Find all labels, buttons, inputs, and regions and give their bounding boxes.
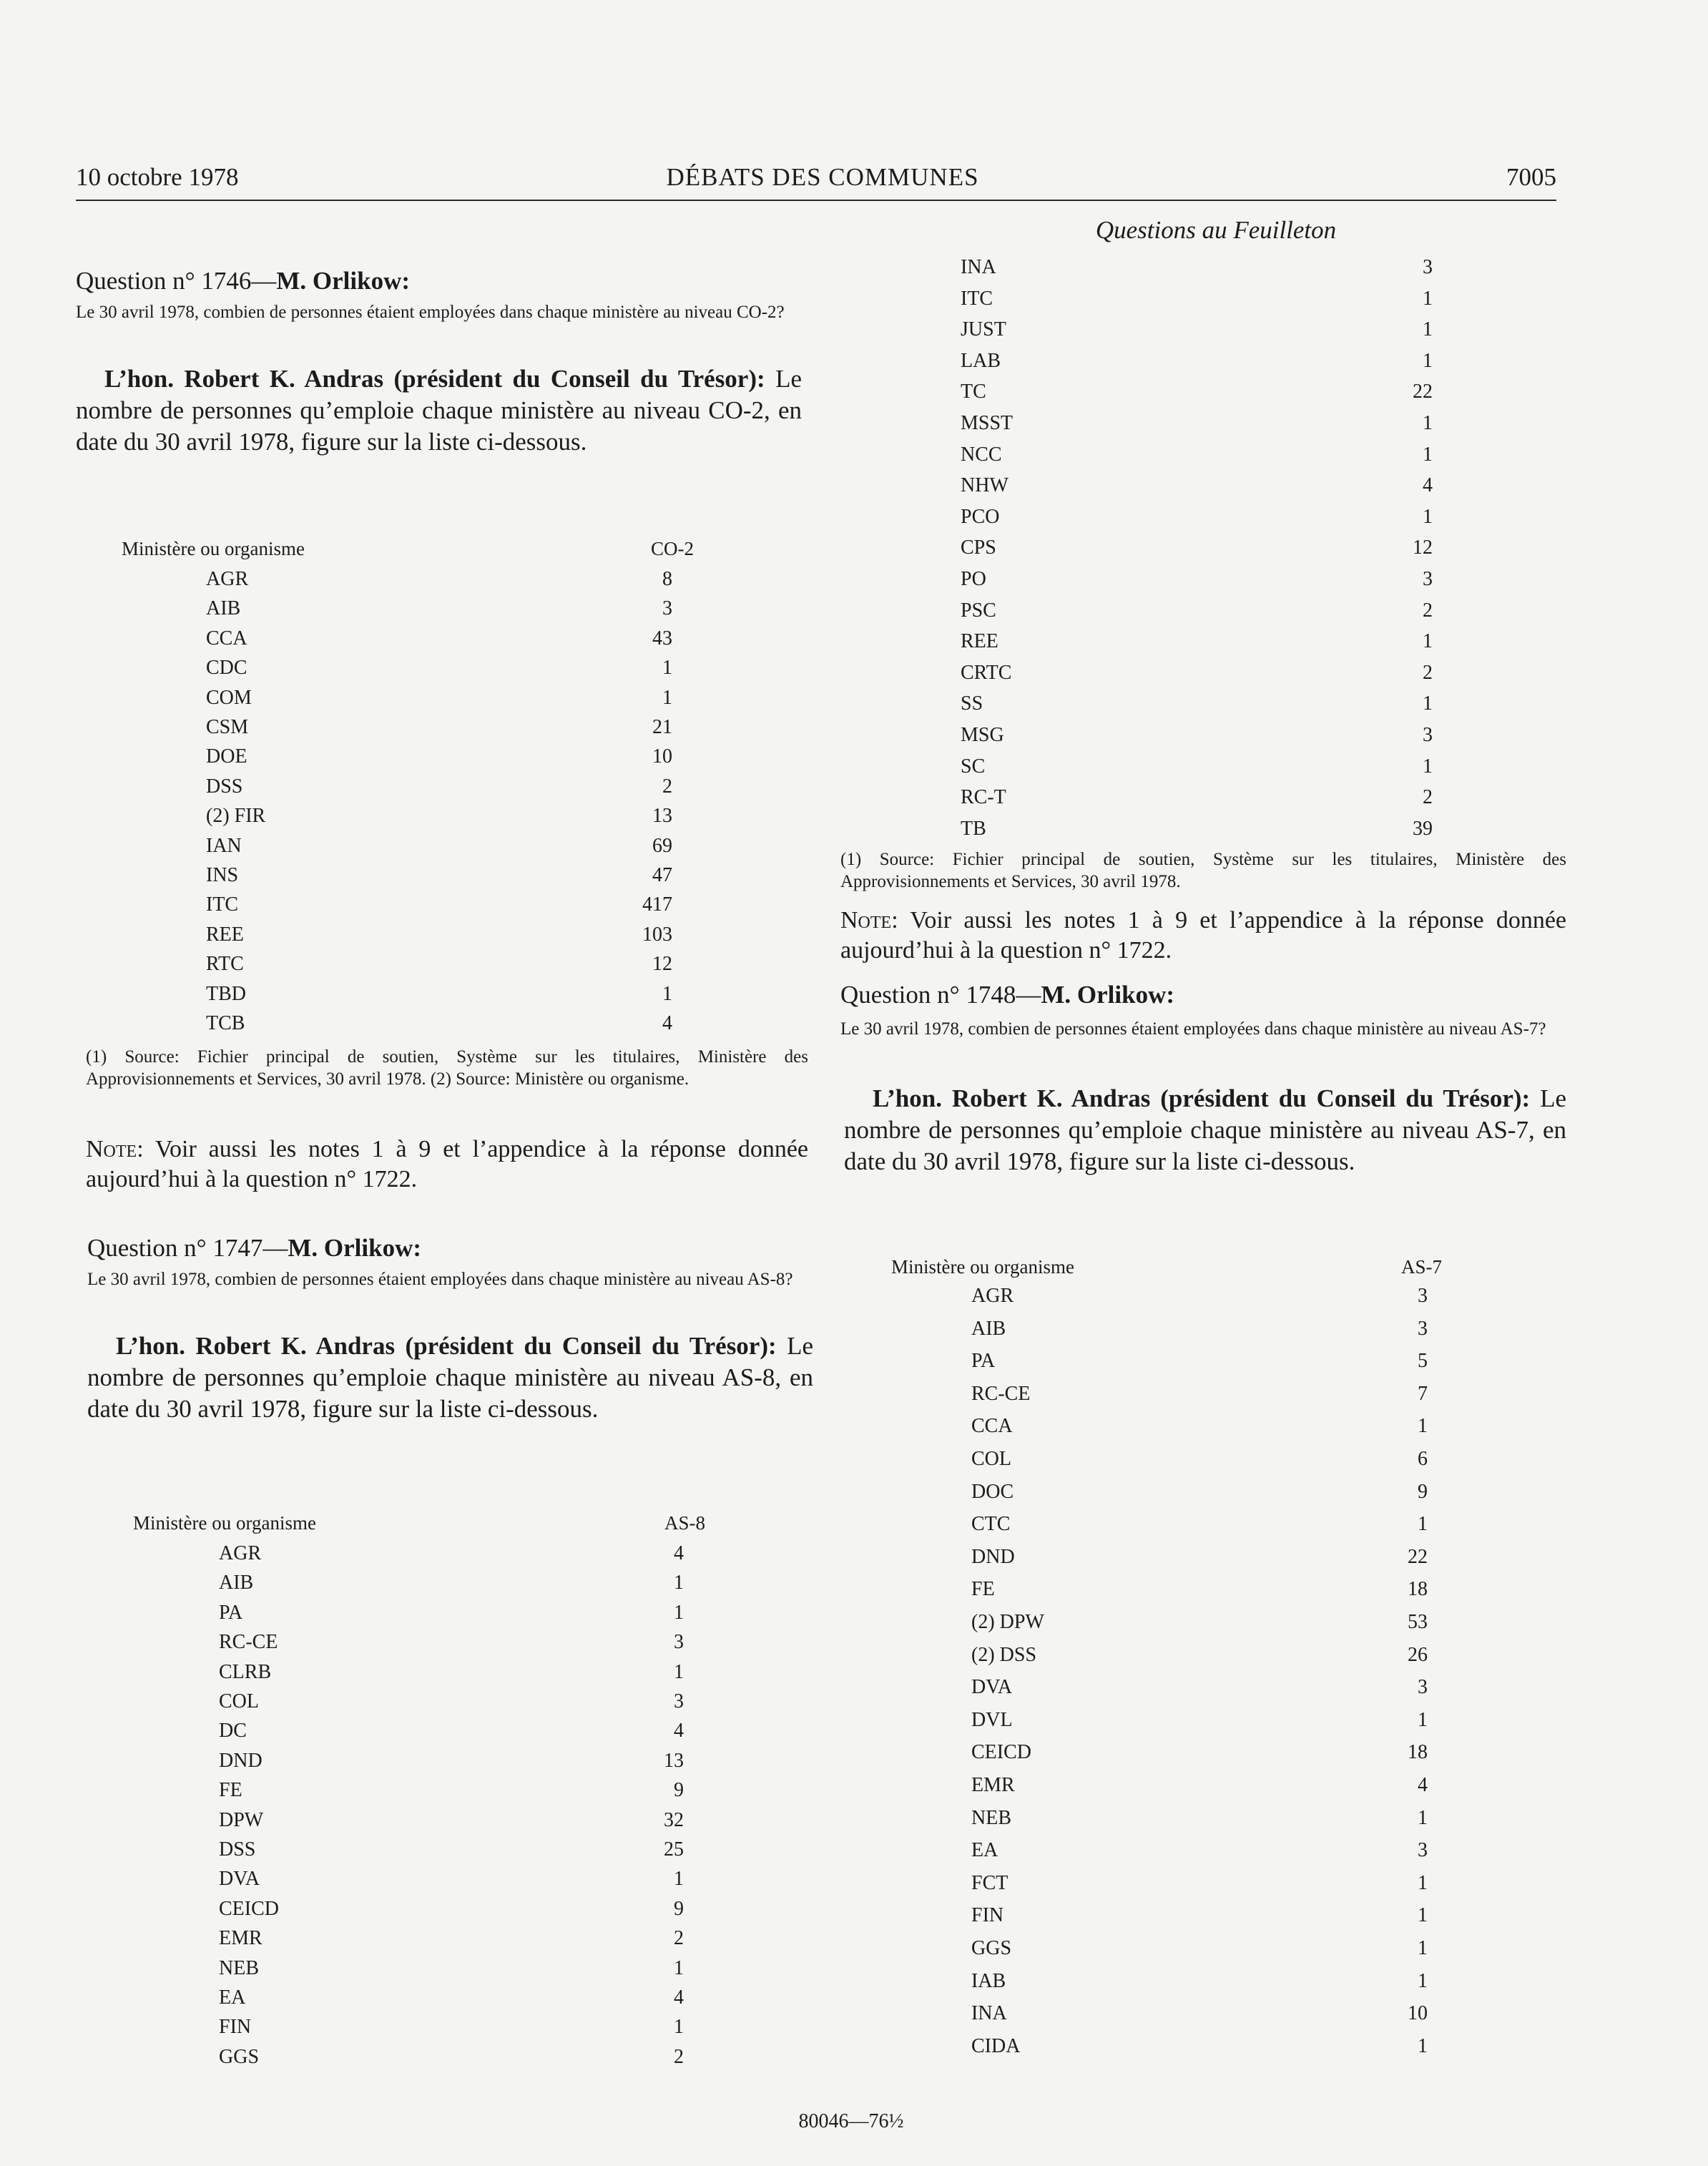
employee-count: 4 (1423, 474, 1433, 497)
employee-count: 12 (1413, 536, 1433, 559)
employee-count: 1 (1423, 412, 1433, 434)
table-row (891, 1937, 1449, 1963)
employee-count: 1 (674, 1868, 684, 1891)
employee-count: 5 (1418, 1350, 1428, 1373)
table-row (961, 755, 1433, 781)
table-row (122, 923, 694, 949)
employee-count: 25 (664, 1838, 684, 1861)
table-row (961, 474, 1433, 500)
employee-count: 2 (662, 775, 672, 798)
ministry-code: DVA (971, 1676, 1013, 1699)
table-row (891, 1774, 1449, 1800)
answer-1747 (87, 1331, 813, 1425)
employee-count: 22 (1408, 1545, 1428, 1568)
employee-count: 1 (1418, 1969, 1428, 1992)
table-header-ministry: Ministère ou organisme (122, 538, 305, 559)
ministry-code: PCO (961, 505, 1000, 528)
ministry-code: EMR (971, 1774, 1015, 1796)
ministry-code: JUST (961, 318, 1006, 341)
table-row (891, 1578, 1449, 1604)
ministry-code: AIB (219, 1572, 254, 1594)
table-row (891, 1709, 1449, 1735)
ministry-code: DSS (206, 775, 243, 798)
employee-count: 1 (1423, 443, 1433, 466)
answer-1746 (76, 363, 802, 458)
table-row (891, 1611, 1449, 1637)
ministry-code: CLRB (219, 1660, 272, 1683)
table-co2 (122, 538, 694, 1039)
table-row (122, 835, 694, 861)
question-1748-text: Le 30 avril 1978, combien de personnes étaient employées dans chaque ministère au niveau AS-7? (840, 1019, 1546, 1039)
ministry-code: AGR (971, 1285, 1014, 1307)
ministry-code: DOE (206, 745, 247, 768)
ministry-code: (2) DSS (971, 1643, 1037, 1666)
table-row (133, 2046, 705, 2072)
ministry-code: DVL (971, 1708, 1013, 1731)
note-continued (840, 906, 1566, 966)
ministry-code: FE (971, 1578, 995, 1601)
table-row (133, 1631, 705, 1657)
note-text: Voir aussi les notes 1 à 9 et l’appendice à la réponse donnée aujourd’hui à la question n° 1722. (840, 907, 1567, 964)
table-row (891, 1970, 1449, 1996)
ministry-code: CCA (971, 1415, 1013, 1438)
employee-count: 1 (1423, 318, 1433, 341)
ministry-code: NEB (219, 1956, 259, 1979)
employee-count: 13 (652, 805, 672, 828)
employee-count: 1 (1418, 1871, 1428, 1894)
ministry-code: PSC (961, 599, 996, 622)
table-row (133, 1898, 705, 1924)
page-number: 7005 (1506, 163, 1556, 191)
employee-count: 6 (1418, 1448, 1428, 1470)
question-number: Question n° 1747— (87, 1234, 288, 1262)
table-header-ministry: Ministère ou organisme (133, 1512, 316, 1534)
employee-count: 1 (1423, 505, 1433, 528)
table-header-level: CO-2 (651, 538, 694, 559)
employee-count: 1 (1418, 1806, 1428, 1829)
employee-count: 9 (674, 1897, 684, 1920)
table-row (891, 1839, 1449, 1865)
ministry-code: DND (219, 1749, 262, 1772)
table-row (961, 818, 1433, 843)
answer-text: Le nombre de personnes qu’emploie chaque ministère au niveau AS-8, en date du 30 avril 1978, figure sur la liste ci-dessous. (87, 1332, 813, 1423)
header-title: DÉBATS DES COMMUNES (666, 163, 979, 191)
table-row (122, 983, 694, 1009)
employee-count: 3 (1418, 1317, 1428, 1340)
employee-count: 3 (674, 1631, 684, 1654)
employee-count: 21 (652, 716, 672, 738)
ministry-code: DSS (219, 1838, 256, 1861)
member-name: M. Orlikow: (276, 267, 411, 295)
employee-count: 39 (1413, 817, 1433, 840)
employee-count: 3 (1423, 568, 1433, 590)
table-row (891, 1513, 1449, 1539)
employee-count: 22 (1413, 381, 1433, 403)
ministry-code: DOC (971, 1480, 1014, 1503)
answer-speaker: L’hon. Robert K. Andras (président du Conseil du Trésor): (104, 365, 765, 393)
table-row (133, 1542, 705, 1568)
table-row (891, 1383, 1449, 1408)
table-row (133, 1868, 705, 1893)
ministry-code: SC (961, 755, 986, 778)
question-1748-heading (840, 980, 1566, 1010)
table-row (133, 1957, 705, 1983)
ministry-code: RC-CE (219, 1631, 278, 1654)
employee-count: 32 (664, 1808, 684, 1831)
source-note-1746: (1) Source: Fichier principal de soutien, Système sur les titulaires, Ministère des Approvisionnements et Services, 30 avril 1978. (2) Source: Ministère ou organisme. (86, 1047, 808, 1089)
table-header-ministry: Ministère ou organisme (891, 1256, 1074, 1278)
ministry-code: TB (961, 817, 986, 840)
table-row (891, 1872, 1449, 1898)
table-row (133, 1690, 705, 1716)
ministry-code: COL (219, 1690, 259, 1712)
ministry-code: ITC (206, 893, 239, 916)
table-row (961, 506, 1433, 531)
ministry-code: (2) FIR (206, 805, 266, 828)
employee-count: 1 (1423, 630, 1433, 653)
table-row (133, 1720, 705, 1745)
ministry-code: TCB (206, 1012, 245, 1034)
table-row (133, 1986, 705, 2012)
header-date: 10 octobre 1978 (76, 163, 239, 191)
ministry-code: COL (971, 1448, 1011, 1470)
ministry-code: CRTC (961, 661, 1012, 684)
table-row (961, 599, 1433, 625)
ministry-code: CEICD (971, 1741, 1031, 1764)
table-row (961, 786, 1433, 812)
employee-count: 103 (642, 923, 672, 946)
employee-count: 2 (1423, 661, 1433, 684)
ministry-code: CEICD (219, 1897, 279, 1920)
employee-count: 4 (674, 1986, 684, 2009)
table-row (122, 775, 694, 801)
employee-count: 1 (1418, 1415, 1428, 1438)
employee-count: 1 (1418, 1904, 1428, 1927)
note-label: Note: (86, 1136, 144, 1162)
employee-count: 1 (1423, 755, 1433, 778)
table-row (122, 687, 694, 712)
answer-text: Le nombre de personnes qu’emploie chaque ministère au niveau AS-7, en date du 30 avril 1978, figure sur la liste ci-dessous. (844, 1084, 1566, 1175)
table-row (891, 1546, 1449, 1572)
employee-count: 12 (652, 953, 672, 976)
table-row (961, 536, 1433, 562)
ministry-code: EMR (219, 1927, 262, 1950)
employee-count: 1 (1418, 1708, 1428, 1731)
ministry-code: AGR (206, 568, 249, 590)
question-1747-text: Le 30 avril 1978, combien de personnes étaient employées dans chaque ministère au niveau AS-8? (87, 1270, 793, 1289)
ministry-code: DVA (219, 1868, 260, 1891)
question-1747-heading (87, 1233, 817, 1263)
ministry-code: CIDA (971, 2034, 1021, 2057)
employee-count: 53 (1408, 1611, 1428, 1633)
table-row (122, 745, 694, 771)
table-row (891, 1350, 1449, 1376)
table-row (891, 1807, 1449, 1833)
ministry-code: INA (971, 2002, 1007, 2025)
employee-count: 10 (1408, 2002, 1428, 2025)
table-row (891, 1481, 1449, 1506)
employee-count: 1 (662, 686, 672, 709)
employee-count: 3 (674, 1690, 684, 1712)
table-row (133, 1572, 705, 1597)
table-row (961, 692, 1433, 718)
column-subheader: Questions au Feuilleton (1095, 216, 1337, 244)
ministry-code: PA (971, 1350, 996, 1373)
employee-count: 8 (662, 568, 672, 590)
table-row (133, 1661, 705, 1687)
footer-code: 80046—76½ (798, 2110, 904, 2132)
employee-count: 3 (1418, 1285, 1428, 1307)
table-row (133, 1809, 705, 1835)
table-header-level: AS-7 (1400, 1256, 1442, 1278)
table-row (133, 1750, 705, 1775)
source-note-continued: (1) Source: Fichier principal de soutien, Système sur les titulaires, Ministère des Approvisionnements et Services, 30 avril 1978. (840, 850, 1566, 891)
ministry-code: RTC (206, 953, 244, 976)
table-row (961, 412, 1433, 438)
employee-count: 26 (1408, 1643, 1428, 1666)
employee-count: 2 (674, 1927, 684, 1950)
ministry-code: RC-T (961, 786, 1006, 809)
question-number: Question n° 1748— (840, 981, 1041, 1009)
table-row (133, 2016, 705, 2042)
ministry-code: LAB (961, 349, 1001, 372)
table-row (961, 318, 1433, 344)
employee-count: 1 (674, 1601, 684, 1624)
table-row (122, 864, 694, 890)
employee-count: 69 (652, 834, 672, 857)
employee-count: 9 (1418, 1480, 1428, 1503)
ministry-code: ITC (961, 287, 993, 310)
ministry-code: IAN (206, 834, 242, 857)
ministry-code: AIB (206, 597, 241, 620)
employee-count: 10 (652, 745, 672, 768)
answer-speaker: L’hon. Robert K. Andras (président du Conseil du Trésor): (116, 1332, 777, 1360)
table-row (122, 716, 694, 742)
table-row (961, 630, 1433, 656)
table-header-level: AS-8 (664, 1512, 705, 1534)
employee-count: 1 (662, 982, 672, 1005)
note-text: Voir aussi les notes 1 à 9 et l’appendice à la réponse donnée aujourd’hui à la question n° 1722. (86, 1136, 808, 1192)
table-row (891, 1318, 1449, 1343)
ministry-code: SS (961, 692, 983, 715)
ministry-code: IAB (971, 1969, 1006, 1992)
answer-1748 (844, 1083, 1566, 1177)
ministry-code: INS (206, 864, 239, 886)
table-row (891, 1644, 1449, 1670)
table-co2-continued (961, 256, 1433, 850)
table-row (133, 1927, 705, 1953)
employee-count: 3 (1423, 724, 1433, 746)
ministry-code: GGS (971, 1937, 1012, 1959)
ministry-code: TBD (206, 982, 246, 1005)
employee-count: 3 (1423, 256, 1433, 278)
table-row (891, 1448, 1449, 1474)
ministry-code: AGR (219, 1542, 262, 1564)
ministry-code: INA (961, 256, 996, 278)
ministry-code: DPW (219, 1808, 264, 1831)
ministry-code: REE (961, 630, 998, 653)
question-1746-heading (76, 266, 805, 296)
employee-count: 3 (1418, 1676, 1428, 1699)
table-row (891, 1741, 1449, 1767)
ministry-code: FIN (971, 1904, 1004, 1927)
ministry-code: CSM (206, 716, 249, 738)
ministry-code: RC-CE (971, 1382, 1031, 1405)
table-row (961, 288, 1433, 313)
ministry-code: CTC (971, 1513, 1011, 1536)
table-row (891, 1676, 1449, 1702)
ministry-code: TC (961, 381, 986, 403)
ministry-code: (2) DPW (971, 1611, 1044, 1633)
ministry-code: MSG (961, 724, 1004, 746)
table-as8 (133, 1512, 705, 2070)
table-row (891, 2035, 1449, 2061)
table-row (122, 657, 694, 682)
table-row (891, 1285, 1449, 1310)
employee-count: 18 (1408, 1578, 1428, 1601)
employee-count: 3 (662, 597, 672, 620)
employee-count: 1 (1423, 349, 1433, 372)
table-row (122, 568, 694, 594)
table-as7 (891, 1256, 1449, 2064)
employee-count: 1 (662, 657, 672, 680)
ministry-code: COM (206, 686, 252, 709)
ministry-code: FE (219, 1779, 242, 1802)
table-row (961, 350, 1433, 376)
employee-count: 13 (664, 1749, 684, 1772)
employee-count: 4 (674, 1542, 684, 1564)
ministry-code: AIB (971, 1317, 1006, 1340)
employee-count: 43 (652, 627, 672, 650)
employee-count: 1 (1418, 1513, 1428, 1536)
employee-count: 9 (674, 1779, 684, 1802)
table-row (891, 2002, 1449, 2028)
table-row (122, 953, 694, 979)
ministry-code: DC (219, 1720, 247, 1743)
table-row (133, 1779, 705, 1805)
ministry-code: NEB (971, 1806, 1011, 1829)
table-row (122, 893, 694, 919)
table-row (961, 256, 1433, 282)
employee-count: 1 (674, 1572, 684, 1594)
answer-text: Le nombre de personnes qu’emploie chaque ministère au niveau CO-2, en date du 30 avril 1978, figure sur la liste ci-dessous. (76, 365, 802, 456)
ministry-code: GGS (219, 2045, 260, 2068)
ministry-code: MSST (961, 412, 1013, 434)
ministry-code: EA (219, 1986, 246, 2009)
ministry-code: CDC (206, 657, 247, 680)
employee-count: 4 (662, 1012, 672, 1034)
question-number: Question n° 1746— (76, 267, 277, 295)
note-label: Note: (840, 907, 898, 933)
employee-count: 7 (1418, 1382, 1428, 1405)
ministry-code: CPS (961, 536, 996, 559)
ministry-code: FIN (219, 2016, 252, 2039)
ministry-code: PO (961, 568, 986, 590)
employee-count: 1 (674, 1956, 684, 1979)
table-row (891, 1415, 1449, 1441)
table-row (122, 805, 694, 830)
note-1746 (86, 1135, 808, 1195)
table-row (133, 1838, 705, 1864)
answer-speaker: L’hon. Robert K. Andras (président du Conseil du Trésor): (873, 1084, 1531, 1112)
employee-count: 1 (1423, 692, 1433, 715)
header-rule (76, 200, 1556, 201)
member-name: M. Orlikow: (1041, 981, 1175, 1009)
employee-count: 1 (1418, 1937, 1428, 1959)
table-row (961, 568, 1433, 594)
employee-count: 4 (674, 1720, 684, 1743)
table-row (961, 662, 1433, 687)
ministry-code: CCA (206, 627, 247, 650)
employee-count: 47 (652, 864, 672, 886)
employee-count: 2 (1423, 599, 1433, 622)
table-row (961, 724, 1433, 750)
employee-count: 2 (1423, 786, 1433, 809)
employee-count: 417 (642, 893, 672, 916)
ministry-code: REE (206, 923, 244, 946)
ministry-code: NCC (961, 443, 1002, 466)
table-row (122, 1012, 694, 1038)
question-1746-text: Le 30 avril 1978, combien de personnes étaient employées dans chaque ministère au niveau CO-2? (76, 303, 785, 322)
employee-count: 1 (1423, 287, 1433, 310)
ministry-code: FCT (971, 1871, 1008, 1894)
employee-count: 1 (674, 2016, 684, 2039)
employee-count: 1 (674, 1660, 684, 1683)
employee-count: 18 (1408, 1741, 1428, 1764)
employee-count: 3 (1418, 1839, 1428, 1862)
table-row (122, 627, 694, 653)
ministry-code: NHW (961, 474, 1008, 497)
employee-count: 1 (1418, 2034, 1428, 2057)
ministry-code: PA (219, 1601, 243, 1624)
ministry-code: DND (971, 1545, 1015, 1568)
employee-count: 4 (1418, 1774, 1428, 1796)
employee-count: 2 (674, 2045, 684, 2068)
table-row (961, 444, 1433, 469)
table-row (891, 1904, 1449, 1930)
ministry-code: EA (971, 1839, 998, 1862)
member-name: M. Orlikow: (288, 1234, 422, 1262)
table-row (122, 597, 694, 623)
table-row (961, 381, 1433, 406)
table-row (133, 1602, 705, 1627)
